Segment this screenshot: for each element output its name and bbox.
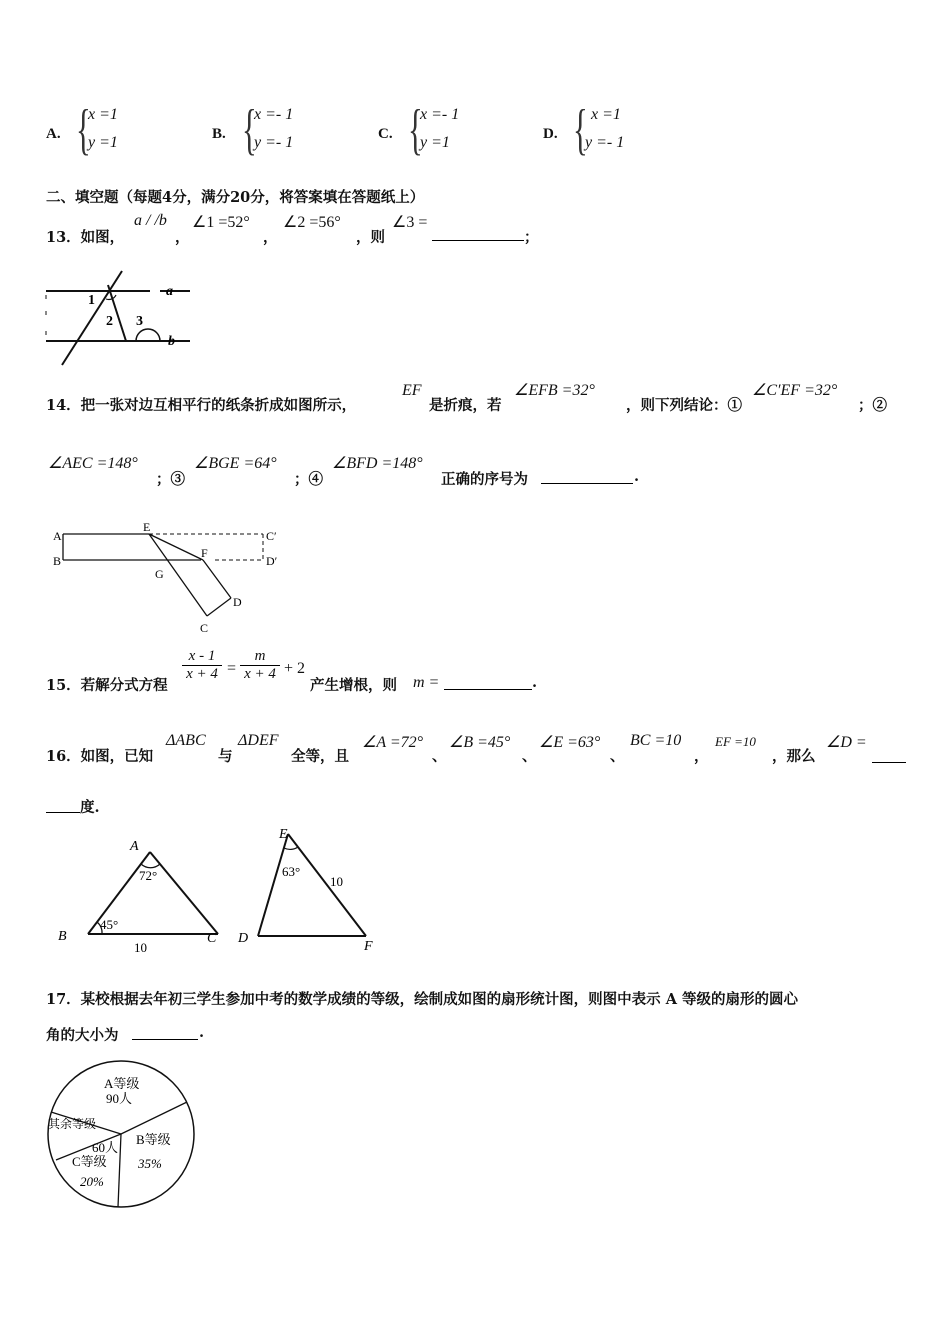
q16-angle-b: ∠B =45° (449, 734, 511, 751)
q16-bc: BC =10 (630, 732, 682, 749)
q17-end: . (199, 1024, 205, 1041)
q13-cond-parallel: a / /b (134, 212, 167, 229)
brace: { (242, 99, 257, 161)
q14-then: ，则下列结论：① (626, 397, 742, 414)
option-label: D. (543, 126, 558, 142)
brace: { (76, 99, 91, 161)
q16-sep: ， (694, 748, 709, 765)
numerator: m (240, 648, 280, 666)
vertex-a: A (130, 839, 139, 854)
q14-cond: ∠EFB =32° (514, 382, 595, 399)
q16-congruent: 全等，且 (291, 748, 349, 765)
q16-triangle-abc: ΔABC (166, 732, 206, 749)
q14-sep: ；③ (156, 471, 185, 488)
q13-sep: ， (263, 229, 278, 246)
equation-x: x =- 1 (420, 106, 460, 123)
slice-b-value: 35% (138, 1156, 162, 1171)
point-d-prime: D′ (266, 554, 278, 568)
q16-unit: 度. (80, 799, 100, 816)
q13-figure (40, 265, 200, 370)
slice-b-label: B等级 (136, 1132, 171, 1147)
equation-y: y =1 (88, 134, 118, 151)
option-c (378, 100, 498, 160)
slice-a-value: 90人 (106, 1091, 133, 1106)
q16-answer-blank-1[interactable] (872, 762, 906, 763)
option-d (543, 100, 663, 160)
equation-x: x =1 (591, 106, 621, 123)
q13-then: ，则 (356, 229, 385, 246)
angle-b-value: 45° (100, 917, 119, 932)
slice-other-value: 60人 (92, 1140, 119, 1155)
q15-end: . (532, 674, 538, 691)
equation-y: y =- 1 (254, 134, 294, 151)
q13-answer-blank[interactable] (432, 240, 524, 241)
q14-tail: 正确的序号为 (441, 471, 528, 488)
q16-number: 16．如图，已知 (46, 748, 154, 765)
option-label: B. (212, 126, 226, 142)
q14-ef: EF (402, 382, 422, 399)
point-b: B (53, 554, 62, 568)
side-bc-length: 10 (134, 940, 147, 955)
q14-end: . (634, 468, 640, 485)
q14-conclusion-1: ∠C′EF =32° (752, 382, 838, 399)
q15-fraction-1 (182, 648, 222, 683)
numerator: x - 1 (182, 648, 222, 666)
angle-e-value: 63° (282, 864, 301, 879)
q16-ef: EF =10 (715, 734, 756, 749)
point-e: E (143, 520, 151, 534)
q14-number: 14．把一张对边互相平行的纸条折成如图所示， (46, 397, 357, 414)
q14-sep: ；② (858, 397, 887, 414)
vertex-e: E (279, 827, 288, 842)
q15-m: m = (413, 674, 440, 691)
vertex-f: F (364, 939, 373, 954)
slice-c-label: C等级 (72, 1154, 107, 1169)
point-f: F (201, 546, 208, 560)
line-a-label: a (166, 284, 173, 299)
equation-x: x =1 (88, 106, 118, 123)
equation-y: y =1 (420, 134, 450, 151)
slice-a-label: A等级 (104, 1076, 140, 1091)
q16-triangle-def: ΔDEF (238, 732, 279, 749)
q13-cond-angle1: ∠1 =52° (192, 214, 250, 231)
q17-pie-chart (44, 1060, 204, 1212)
q13-end: ； (524, 229, 539, 246)
q14-answer-blank[interactable] (541, 483, 633, 484)
q15-fraction-2 (240, 648, 280, 683)
q15-tail: 产生增根，则 (310, 677, 397, 694)
q16-sep: 、 (522, 748, 537, 765)
q16-answer-blank-2[interactable] (46, 812, 80, 813)
denominator: x + 4 (186, 666, 218, 682)
q13-cond-angle2: ∠2 =56° (283, 214, 341, 231)
q16-sep: 、 (610, 748, 625, 765)
q17-line1: 17．某校根据去年初三学生参加中考的数学成绩的等级，绘制成如图的扇形统计图，则图中表示 A 等级的扇形的圆心 (46, 991, 799, 1008)
section-title: 二、填空题（每题4分，满分20分，将答案填在答题纸上） (46, 189, 425, 206)
q16-angle-a: ∠A =72° (362, 734, 424, 751)
line-b-label: b (168, 334, 175, 349)
q17-line2: 角的大小为 (46, 1027, 119, 1044)
point-c-prime: C′ (266, 529, 277, 543)
q14-conclusion-2: ∠AEC =148° (48, 455, 138, 472)
equation-y: y =- 1 (585, 134, 625, 151)
option-label: C. (378, 126, 393, 142)
q17-answer-blank[interactable] (132, 1039, 198, 1040)
option-b (212, 100, 332, 160)
q13-number: 13．如图， (46, 229, 125, 246)
slice-other-label: 其余等级 (48, 1117, 97, 1131)
equation-x: x =- 1 (254, 106, 294, 123)
q15-equals: = (227, 660, 237, 677)
point-a: A (53, 529, 62, 543)
vertex-b: B (58, 929, 67, 944)
brace: { (408, 99, 423, 161)
denominator: x + 4 (244, 666, 276, 682)
q16-figure (50, 822, 390, 957)
q16-then: ，那么 (772, 748, 816, 765)
side-ef-length: 10 (330, 874, 343, 889)
q14-conclusion-4: ∠BFD =148° (332, 455, 423, 472)
point-g: G (155, 567, 164, 581)
angle-2-label: 2 (106, 314, 113, 329)
point-d: D (233, 595, 242, 609)
vertex-c: C (207, 931, 217, 946)
q15-number: 15．若解分式方程 (46, 677, 168, 694)
q14-sep: ；④ (294, 471, 323, 488)
q16-and: 与 (218, 748, 233, 765)
angle-a-value: 72° (139, 868, 158, 883)
slice-c-value: 20% (80, 1174, 104, 1189)
vertex-d: D (238, 931, 249, 946)
point-c: C (200, 621, 209, 635)
angle-3-label: 3 (136, 314, 143, 329)
q16-angle-e: ∠E =63° (539, 734, 601, 751)
q14-conclusion-3: ∠BGE =64° (194, 455, 277, 472)
q14-crease: 是折痕，若 (429, 397, 502, 414)
option-a (46, 100, 166, 160)
option-label: A. (46, 126, 61, 142)
q13-ask-angle3: ∠3 = (392, 214, 428, 231)
angle-1-label: 1 (88, 293, 95, 308)
q14-figure (45, 520, 295, 640)
q15-answer-blank[interactable] (444, 689, 532, 690)
q13-sep: ， (175, 229, 190, 246)
brace: { (573, 99, 588, 161)
q15-plus-two: + 2 (284, 660, 306, 677)
q16-angle-d: ∠D = (826, 734, 867, 751)
q16-sep: 、 (432, 748, 447, 765)
